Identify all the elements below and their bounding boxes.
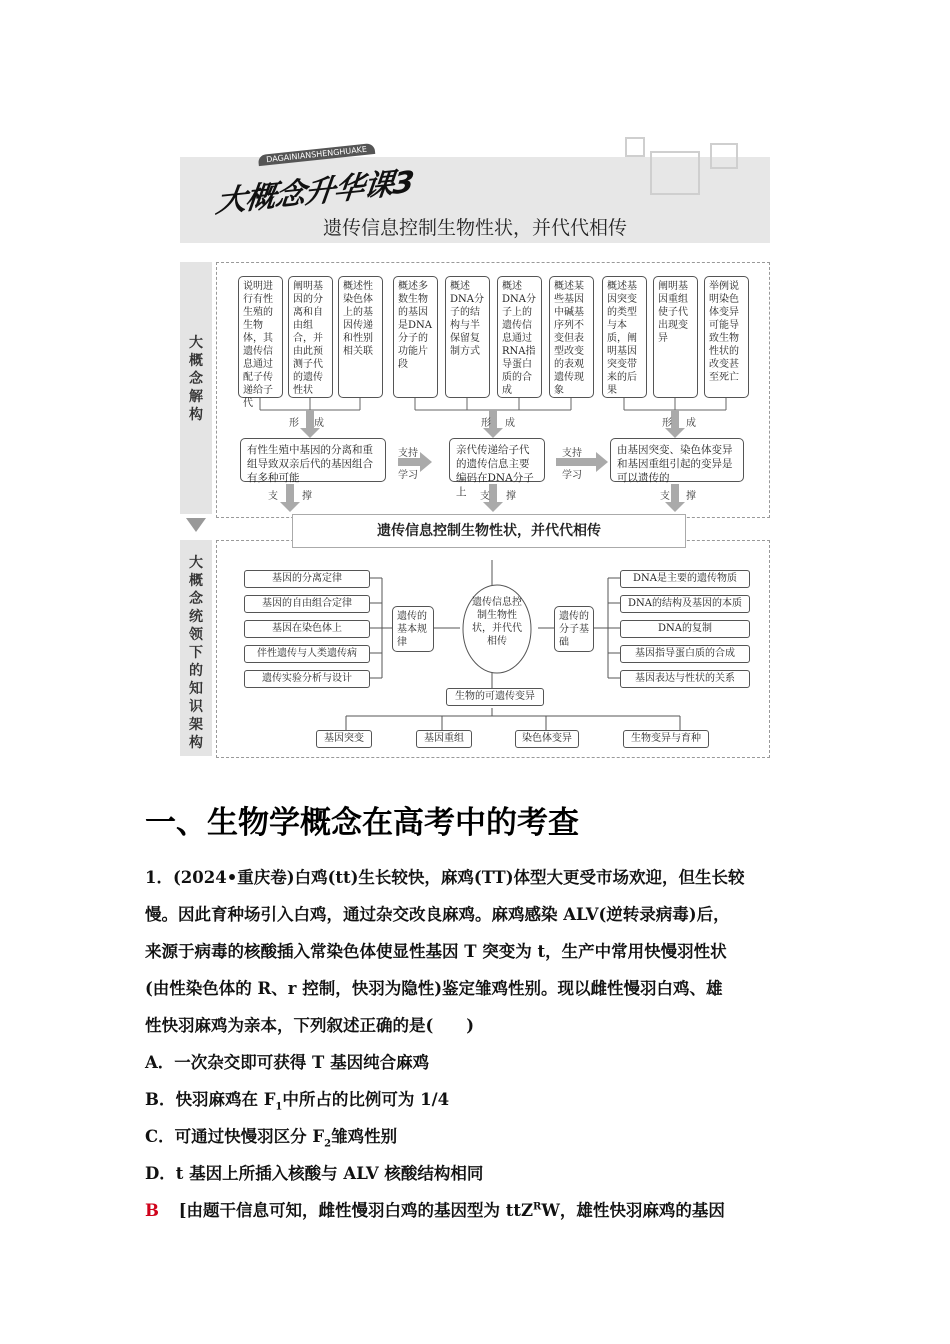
prop-label: 撑 [302, 491, 312, 502]
concept-box-5: 概述DNA分子的结构与半保留复制方式 [445, 276, 490, 398]
left-item-4: 伴性遗传与人类遗传病 [244, 645, 370, 663]
concept-box-10: 举例说明染色体变异可能导致生物性状的改变甚至死亡 [704, 276, 749, 398]
question-line-1: 1．(2024•重庆卷)白鸡(tt)生长较快，麻鸡(TT)体型大更受市场欢迎，但生长较 [145, 868, 745, 887]
right-item-4: 基因指导蛋白质的合成 [620, 645, 750, 663]
form-label: 形 [662, 418, 672, 429]
bottom-item-2: 基因重组 [416, 730, 472, 748]
decor-square [710, 143, 738, 169]
bottom-item-3: 染色体变异 [515, 730, 579, 748]
bottom-hub: 生物的可遗传变异 [446, 688, 544, 706]
chapter-banner [180, 144, 770, 243]
question-line-5: 性快羽麻鸡为亲本，下列叙述正确的是( ) [145, 1016, 475, 1035]
right-item-3: DNA的复制 [620, 620, 750, 638]
decor-square [625, 137, 645, 157]
concept-box-7: 概述某些基因中碱基序列不变但表型改变的表观遗传现象 [549, 276, 594, 398]
study-label: 学习 [398, 470, 418, 481]
prop-label: 支 [268, 491, 278, 502]
section-heading: 一、生物学概念在高考中的考查 [145, 805, 579, 841]
prop-label: 支 [660, 491, 670, 502]
form-label: 成 [505, 418, 515, 429]
decor-square [650, 151, 700, 195]
down-arrow-icon [186, 518, 206, 532]
left-item-1: 基因的分离定律 [244, 570, 370, 588]
option-d: D．t 基因上所插入核酸与 ALV 核酸结构相同 [145, 1164, 484, 1183]
concept-box-9: 阐明基因重组使子代出现变异 [653, 276, 698, 398]
option-a: A．一次杂交即可获得 T 基因纯合麻鸡 [145, 1053, 430, 1072]
prop-label: 撑 [686, 491, 696, 502]
banner-subtitle: 遗传信息控制生物性状，并代代相传 [322, 217, 627, 239]
concept-box-3: 概述性染色体上的基因传递和性别相关联 [338, 276, 383, 398]
banner-pinyin: DAGAINIANSHENGHUAKE [258, 143, 376, 166]
side-label-framework: 大概念统领下的知识架构 [189, 555, 203, 751]
support-label: 支持 [398, 448, 418, 459]
concept-box-1: 说明进行有性生殖的生物体，其遗传信息通过配子传递给子代 [238, 276, 283, 398]
form-label: 形 [289, 418, 299, 429]
summary-box-2: 亲代传递给子代的遗传信息主要编码在DNA分子上 [449, 438, 545, 482]
left-item-3: 基因在染色体上 [244, 620, 370, 638]
prop-label: 支 [480, 491, 490, 502]
summary-box-1: 有性生殖中基因的分离和重组导致双亲后代的基因组合有多种可能 [240, 438, 386, 482]
right-item-5: 基因表达与性状的关系 [620, 670, 750, 688]
concept-box-6: 概述DNA分子上的遗传信息通过RNA指导蛋白质的合成 [497, 276, 542, 398]
center-circle: 遗传信息控制生物性状，并代代相传 [472, 597, 522, 647]
concept-box-8: 概述基因突变的类型与本质，阐明基因突变带来的后果 [602, 276, 647, 398]
concept-box-4: 概述多数生物的基因是DNA分子的功能片段 [393, 276, 438, 398]
question-line-4: (由性染色体的 R、r 控制，快羽为隐性)鉴定雏鸡性别。现以雌性慢羽白鸡、雄 [145, 979, 723, 998]
study-label: 学习 [562, 470, 582, 481]
left-hub: 遗传的基本规律 [392, 606, 434, 652]
right-item-2: DNA的结构及基因的本质 [620, 595, 750, 613]
prop-label: 撑 [506, 491, 516, 502]
central-concept: 遗传信息控制生物性状，并代代相传 [292, 514, 686, 548]
side-label-deconstruct: 大概念解构 [189, 335, 203, 423]
option-c: C．可通过快慢羽区分 $F_2$雏鸡性别 [145, 1127, 398, 1150]
form-label: 成 [686, 418, 696, 429]
left-item-2: 基因的自由组合定律 [244, 595, 370, 613]
right-hub: 遗传的分子基础 [554, 606, 594, 652]
answer-explanation: B [由题干信息可知，雌性慢羽白鸡的基因型为 ttZ$^R$W，雄性快羽麻鸡的基因 [145, 1201, 725, 1220]
right-item-1: DNA是主要的遗传物质 [620, 570, 750, 588]
support-label: 支持 [562, 448, 582, 459]
bottom-item-1: 基因突变 [316, 730, 372, 748]
bottom-item-4: 生物变异与育种 [623, 730, 709, 748]
concept-box-2: 阐明基因的分离和自由组合，并由此预测子代的遗传性状 [288, 276, 333, 398]
form-label: 形 [481, 418, 491, 429]
left-item-5: 遗传实验分析与设计 [244, 670, 370, 688]
banner-title: 大概念升华课3 [214, 164, 415, 221]
summary-box-3: 由基因突变、染色体变异和基因重组引起的变异是可以遗传的 [610, 438, 744, 482]
question-line-3: 来源于病毒的核酸插入常染色体使显性基因 T 突变为 t，生产中常用快慢羽性状 [145, 942, 727, 961]
option-b: B．快羽麻鸡在 $F_1$中所占的比例可为 1/4 [145, 1090, 450, 1113]
answer-letter: B [145, 1201, 159, 1220]
form-label: 成 [314, 418, 324, 429]
question-line-2: 慢。因此育种场引入白鸡，通过杂交改良麻鸡。麻鸡感染 ALV(逆转录病毒)后， [145, 905, 730, 924]
